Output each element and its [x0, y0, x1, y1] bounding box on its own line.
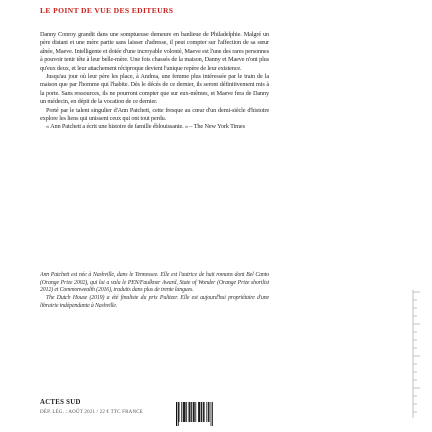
barcode-icon — [175, 402, 219, 426]
press-quote: « Ann Patchett a écrit une histoire de famille éblouissante. » – The New York Times — [46, 123, 245, 131]
synopsis-paragraph-1: Danny Conroy grandit dans une somptueuse demeure en banlieue de Philadelphie. Malgré un père distant et une mère partie sans laisser d'adresse, il peut compter sur l'affection de sa sœur aînée, Maeve. Intelligente et dotée d'une incroyable volonté, Maeve est l'une des rares personnes à pouvoir tenir tête à leur belle-mère. Une fois chassés de la maison, Danny et Maeve n'ont plus qu'eux deux, et leur attachement réciproque devient l'unique repère de leur existence. — [40, 31, 269, 72]
trim-marks-icon — [411, 290, 421, 418]
publisher-name: ACTES SUD — [40, 399, 81, 406]
author-bio-paragraph-1: Ann Patchett est née à Nashville, dans le Tennessee. Elle est l'autrice de huit romans dont Bel Canto (Orange Prize 2002), qui lui a valu le PEN/Faulkner Award, State of Wonder (Orange Prize shortlist 2012) et Commonwealth (2016), traduits dans plus de trente langues. — [40, 272, 269, 294]
synopsis-paragraph-3: Porté par le talent singulier d'Ann Patchett, cette fresque au cœur d'un demi-siècle d'histoire explore les liens qui unissent ceux qui ont tout perdu. — [40, 106, 269, 123]
synopsis-column — [40, 31, 269, 132]
section-rubric: LE POINT DE VUE DES EDITEURS — [40, 6, 174, 15]
author-bio — [40, 272, 269, 311]
author-bio-paragraph-2: The Dutch House (2019) a été finaliste du prix Pulitzer. Elle est aujourd'hui propriétaire d'une librairie indépendante à Nashville. — [40, 295, 269, 309]
synopsis-paragraph-2: Jusqu'au jour où leur père les place, à Andrea, une femme plus intéressée par le train de la maison que par l'homme qui l'habite. Dès le décès de ce dernier, ils seront définitivement mis à la porte. Sans ressources, ils ne pourront compter que sur eux-mêmes, et Maeve fera de Danny un médecin, en dépit de la vocation de ce dernier. — [40, 73, 269, 106]
publisher-details: DÉP. LÉG. : AOÛT 2021 / 22 € TTC FRANCE — [40, 410, 144, 415]
